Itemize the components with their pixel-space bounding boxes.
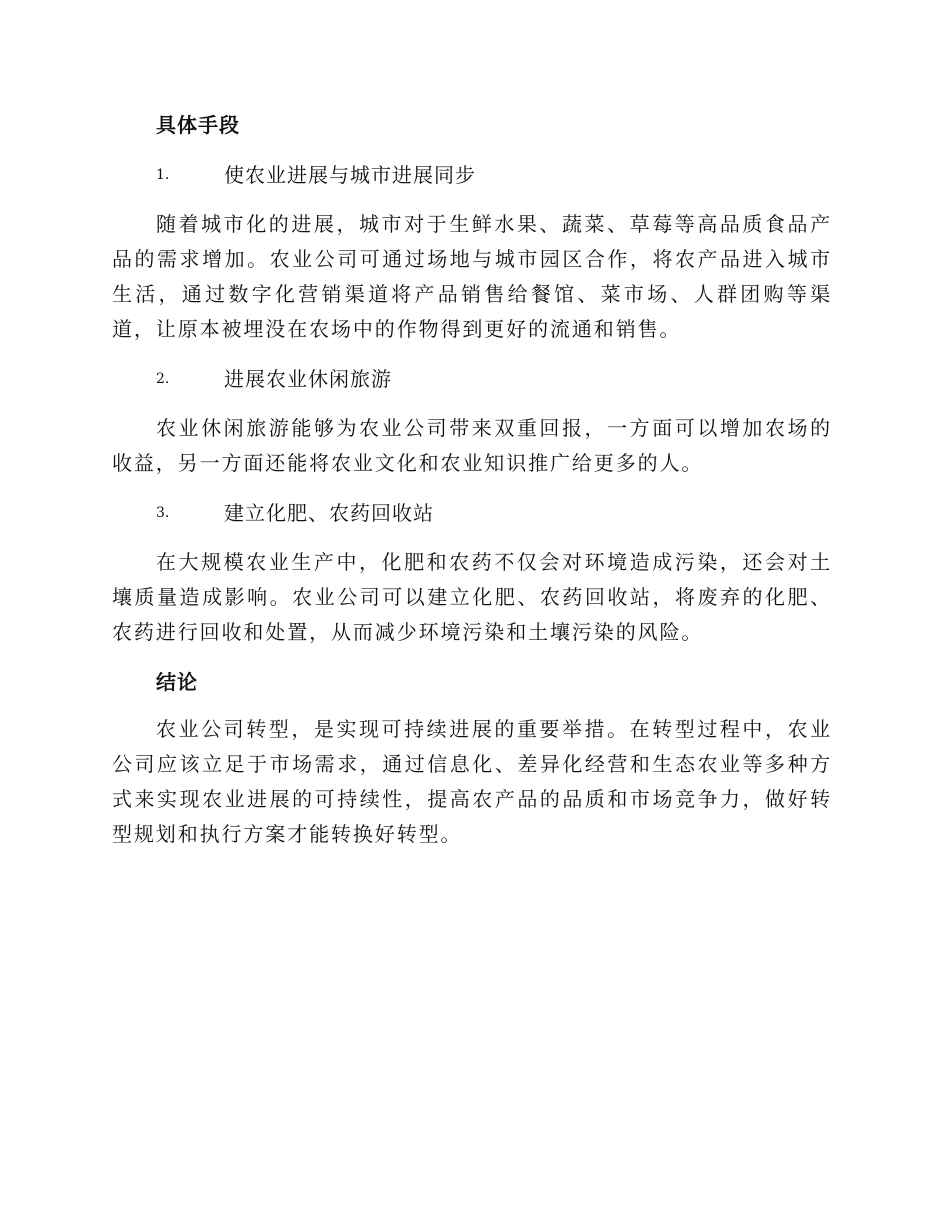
section-heading-conclusion: 结论: [156, 670, 198, 694]
list-number: 2.: [156, 371, 170, 387]
list-item-1: [112, 155, 832, 195]
list-number: 3.: [156, 505, 170, 521]
paragraph: 农业休闲旅游能够为农业公司带来双重回报，一方面可以增加农场的收益，另一方面还能将农业文化和农业知识推广给更多的人。: [112, 416, 832, 475]
paragraph: 随着城市化的进展，城市对于生鲜水果、蔬菜、草莓等高品质食品产品的需求增加。农业公司可通过场地与城市园区合作，将农产品进入城市生活，通过数字化营销渠道将产品销售给餐馆、菜市场、人群团购等渠道，让原本被埋没在农场中的作物得到更好的流通和销售。: [112, 212, 832, 341]
list-item-3: [112, 493, 832, 533]
paragraph: 农业公司转型，是实现可持续进展的重要举措。在转型过程中，农业公司应该立足于市场需求，通过信息化、差异化经营和生态农业等多种方式来实现农业进展的可持续性，提高农产品的品质和市场竞争力，做好转型规划和执行方案才能转换好转型。: [112, 717, 832, 846]
paragraph: 在大规模农业生产中，化肥和农药不仅会对环境造成污染，还会对土壤质量造成影响。农业公司可以建立化肥、农药回收站，将废弃的化肥、农药进行回收和处置，从而减少环境污染和土壤污染的风险。: [112, 550, 832, 644]
list-number: 1.: [156, 167, 170, 183]
list-item-title: 建立化肥、农药回收站: [224, 501, 434, 525]
document-content: [112, 105, 832, 864]
section-heading-methods: 具体手段: [156, 113, 240, 137]
list-item-title: 使农业进展与城市进展同步: [224, 163, 476, 187]
list-item-2: [112, 359, 832, 399]
list-item-title: 进展农业休闲旅游: [224, 367, 392, 391]
